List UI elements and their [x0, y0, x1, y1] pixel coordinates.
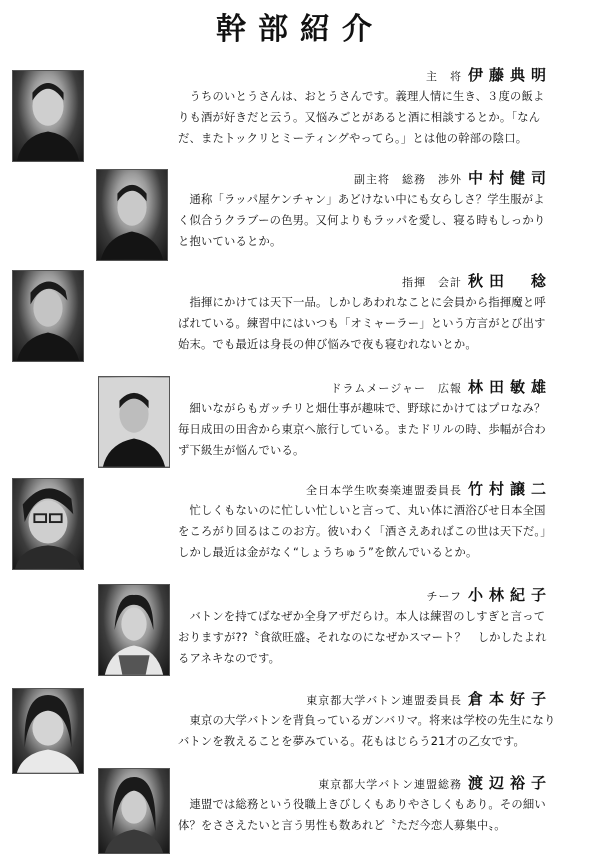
member-role: 主 将: [425, 70, 462, 83]
member-role: 副主将 総務 渉外: [353, 173, 462, 186]
member-name: 秋田 稔: [467, 272, 552, 290]
member-description: 通称「ラッパ屋ケンチャン」あどけない中にも女らしさ？学生服がよく似合うクラブーの色男。又何よりもラッパを愛し、寝る時もしっかりと抱いているとか。: [178, 193, 546, 248]
member-header: [150, 167, 552, 188]
member-role: 東京都大学バトン連盟委員長: [306, 694, 462, 707]
member-role: チーフ: [426, 590, 462, 603]
member-description: バトンを持てばなぜか全身アザだらけ。本人は練習のしすぎと言っておりますが??〝食欲旺盛〟それなのになぜかスマート？ しかしたよれるアネキなのです。: [178, 610, 547, 665]
member-description: 指揮にかけては天下一品。しかしあわれなことに会員から指揮魔と呼ばれている。練習中にはいつも「オミャーラー」という方言がとび出す始末。でも最近は身長の伸び悩みで夜も寝むれないとか。: [178, 296, 546, 351]
member-name: 渡辺裕子: [467, 774, 552, 792]
member-name: 伊藤典明: [467, 66, 552, 84]
member-role: 東京都大学バトン連盟総務: [318, 778, 462, 791]
member-photo: [12, 270, 84, 362]
member-name: 林田敏雄: [467, 378, 552, 396]
member-header: [150, 584, 552, 605]
member-description: 細いながらもガッチリと畑仕事が趣味で、野球にかけてはプロなみ？毎日成田の田舎から東京へ旅行している。またドリルの時、歩幅が合わず下級生が悩んでいる。: [178, 402, 546, 457]
member-name: 小林紀子: [467, 586, 552, 604]
member-name: 中村健司: [467, 169, 552, 187]
member-header: [150, 478, 552, 499]
member-name: 竹村譲二: [467, 480, 552, 498]
member-name: 倉本好子: [467, 690, 552, 708]
member-header: [150, 376, 552, 397]
member-description: 東京の大学バトンを背負っているガンバリマ。将来は学校の先生になりバトンを教えることを夢みている。花もはじらう21才の乙女です。: [178, 714, 556, 748]
member-role: ドラムメージャー 広報: [330, 382, 462, 395]
member-description: うちのいとうさんは、おとうさんです。義理人情に生き、３度の飯よりも酒が好きだと云う。又悩みごとがあると酒に相談するとか。「なんだ、またトックリとミーティングやってら。」とは他の幹部の陰口。: [178, 90, 545, 145]
page-title: 幹部紹介: [216, 12, 384, 47]
member-role: 全日本学生吹奏楽連盟委員長: [305, 484, 462, 497]
member-header: [150, 772, 552, 793]
member-role: 指揮 会計: [401, 276, 462, 289]
member-header: [150, 688, 552, 709]
member-photo: [12, 478, 84, 570]
member-header: [150, 64, 552, 85]
member-photo: [12, 688, 84, 774]
member-description: 忙しくもないのに忙しい忙しいと言って、丸い体に酒浴びせ日本全国をころがり回るはこのお方。彼いわく「酒さえあればこの世は天下だ。」しかし最近は金がなく“しょうちゅう”を飲んでいるとか。: [178, 504, 552, 559]
member-header: [150, 270, 552, 291]
member-description: 連盟では総務という役職上きびしくもありやさしくもあり。その細い体？をささえたいと言う男性も数あれど〝ただ今恋人募集中〟。: [178, 798, 546, 832]
member-photo: [12, 70, 84, 162]
